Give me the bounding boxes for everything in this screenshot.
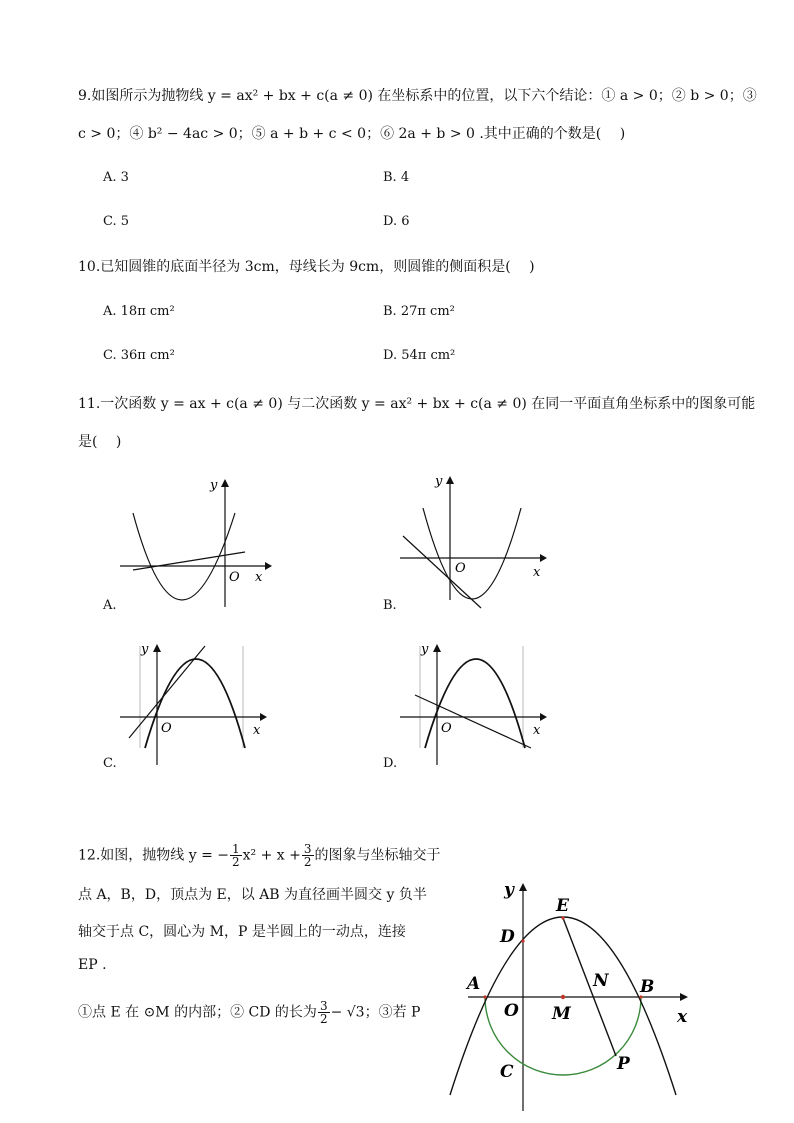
- q12-frac3-num: 3: [319, 999, 328, 1013]
- q12-line5-pre: ①点 E 在 ⊙M 的内部；② CD 的长为: [78, 1004, 317, 1021]
- q11c-x-label: x: [253, 723, 261, 738]
- q12-frac2: [302, 843, 314, 868]
- q12-line1-pre: 12.如图，抛物线 y = −: [78, 847, 229, 864]
- q10-option-a: A. 18π cm²: [103, 304, 175, 319]
- q9-option-d: D. 6: [383, 214, 410, 229]
- q12-frac3-den: 2: [319, 1012, 328, 1026]
- q11-graph-b: [395, 470, 555, 610]
- q11d-x-label: x: [533, 723, 541, 738]
- q12-line1-mid: x² + x +: [242, 847, 301, 864]
- q11-label-d: D.: [383, 756, 398, 771]
- q9-option-c: C. 5: [103, 214, 130, 229]
- q12-label-c: C: [500, 1062, 514, 1082]
- q12-line5-post: − √3；③若 P: [330, 1004, 421, 1021]
- q12-text-line3: 轴交于点 C，圆心为 M，P 是半圆上的一动点，连接: [78, 924, 406, 940]
- q12-text-line1: [78, 843, 441, 868]
- q11-label-b: B.: [383, 598, 397, 613]
- q11c-origin-label: O: [161, 721, 172, 736]
- q12-label-y: y: [504, 880, 514, 900]
- q11d-y-label: y: [421, 642, 429, 657]
- q12-label-d: D: [500, 927, 515, 947]
- q12-label-b: B: [640, 977, 655, 997]
- q12-figure: [440, 875, 700, 1115]
- q12-frac3: [318, 1000, 330, 1025]
- q10-option-c: C. 36π cm²: [103, 348, 175, 363]
- q12-frac1: [230, 843, 242, 868]
- q12-text-line5: [78, 1000, 420, 1025]
- q12-label-o: O: [504, 1001, 519, 1021]
- q9-option-b: B. 4: [383, 170, 410, 185]
- q12-label-n: N: [593, 971, 609, 991]
- q11b-x-label: x: [533, 565, 541, 580]
- q11b-y-label: y: [435, 474, 443, 489]
- q12-frac2-num: 3: [303, 842, 312, 856]
- q11-text-line1: 11.一次函数 y = ax + c(a ≠ 0) 与二次函数 y = ax² + bx + c(a ≠ 0) 在同一平面直角坐标系中的图象可能: [78, 396, 756, 412]
- q10-text: 10.已知圆锥的底面半径为 3cm，母线长为 9cm，则圆锥的侧面积是( ): [78, 259, 535, 275]
- q9-text-line1: 9.如图所示为抛物线 y = ax² + bx + c(a ≠ 0) 在坐标系中的位置，以下六个结论：① a > 0；② b > 0；③: [78, 88, 757, 104]
- q10-option-b: B. 27π cm²: [383, 304, 455, 319]
- q12-frac1-num: 1: [232, 842, 240, 856]
- q11-graph-c: [115, 638, 275, 773]
- q12-label-e: E: [556, 896, 569, 916]
- q11a-origin-label: O: [229, 570, 240, 585]
- q11-text-line2: 是( ): [78, 434, 122, 450]
- q12-label-p: P: [617, 1054, 630, 1074]
- q12-label-a: A: [467, 974, 481, 994]
- q11-graph-a: [115, 475, 275, 615]
- q11-label-a: A.: [103, 598, 117, 613]
- q12-label-m: M: [552, 1004, 571, 1024]
- q11a-y-label: y: [210, 478, 218, 493]
- q11-label-c: C.: [103, 756, 117, 771]
- q10-option-d: D. 54π cm²: [383, 348, 456, 363]
- q11d-origin-label: O: [441, 721, 452, 736]
- q9-text-line2: c > 0；④ b² − 4ac > 0；⑤ a + b + c < 0；⑥ 2a + b > 0 .其中正确的个数是( ): [78, 126, 626, 142]
- q12-text-line4: EP .: [78, 957, 107, 973]
- q11b-origin-label: O: [455, 561, 466, 576]
- q12-text-line2: 点 A，B，D，顶点为 E，以 AB 为直径画半圆交 y 负半: [78, 887, 427, 903]
- q12-frac2-den: 2: [303, 855, 312, 869]
- q12-frac1-den: 2: [232, 855, 240, 869]
- q11a-x-label: x: [255, 570, 263, 585]
- q11-graph-d: [395, 638, 555, 773]
- q11c-y-label: y: [141, 642, 149, 657]
- q9-option-a: A. 3: [103, 170, 129, 185]
- q12-label-x: x: [677, 1007, 688, 1027]
- q12-line1-post: 的图象与坐标轴交于: [314, 847, 441, 864]
